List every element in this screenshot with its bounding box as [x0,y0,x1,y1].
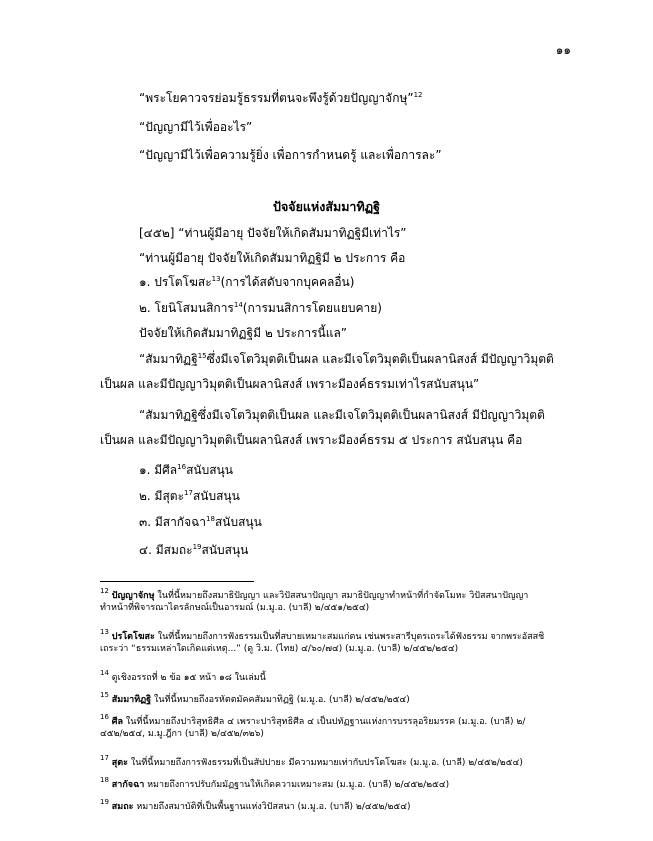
footnote: $^{19}$ สมถะ หมายถึงสมาบัติที่เป็นพื้นฐานแห่งวิปัสสนา (ม.มู.อ. (บาลี) ๒/๔๕๒/๒๕๔) [100,798,411,812]
list-item: ๓. มีสากัจฉา$^{18}$สนับสนุน [139,515,262,529]
footnote-ref: 12 [413,91,423,99]
body-line: “ท่านผู้มีอายุ ปัจจัยให้เกิดสัมมาทิฏฐิมี ๒ ประการ คือ [139,251,406,265]
body-line: เป็นผล และมีปัญญาวิมุตติเป็นผลานิสงส์ เพราะมีองค์ธรรมเท่าไรสนับสนุน” [100,377,480,391]
footnote: $^{14}$ ดูเชิงอรรถที่ ๒ ข้อ ๑๕ หน้า ๑๘ ในเล่มนี้ [100,669,266,683]
page-number: ๑๑ [555,43,571,57]
quote-line: “ปัญญามีไว้เพื่ออะไร” [139,120,253,134]
list-item: ๑. มีศีล$^{16}$สนับสนุน [139,463,233,477]
body-line: ปัจจัยให้เกิดสัมมาทิฏฐิมี ๒ ประการนี้แล” [139,326,348,340]
footnote-ref: 18 [206,515,215,523]
quote-line: “ปัญญามีไว้เพื่อความรู้ยิ่ง เพื่อการกำหนดรู้ และเพื่อการละ” [139,148,442,162]
footnote-ref: 17 [184,489,193,497]
numbered-item: ๑. ปรโตโฆสะ$^{13}$(การได้สดับจากบุคคลอื่น) [139,275,355,289]
footnote-ref: 16 [177,463,187,471]
footnote: $^{12}$ ปัญญาจักษุ ในที่นี้หมายถึงสมาธิปัญญา และวิปัสสนาปัญญา สมาธิปัญญาทำหน้าที่กำจัดโมหะ วิปัสสนาปัญญา ทำหน้าที่พิจารณาไตรลักษณ์เป็นอารมณ์ (ม.มู.อ. (บาลี) ๒/๔๕๑/๒๕๔) [100,587,529,613]
body-line: “สัมมาทิฏฐิ$^{15}$ซึ่งมีเจโตวิมุตติเป็นผล และมีเจโตวิมุตติเป็นผลานิสงส์ มีปัญญาวิมุตติ [139,352,554,366]
footnote-ref: 13 [211,275,221,283]
numbered-item: ๒. โยนิโสมนสิการ$^{14}$(การมนสิการโดยแยบคาย) [139,301,382,315]
body-line: [๔๕๒] “ท่านผู้มีอายุ ปัจจัยให้เกิดสัมมาทิฏฐิมีเท่าไร” [139,226,407,240]
body-line: “สัมมาทิฏฐิซึ่งมีเจโตวิมุตติเป็นผล และมีเจโตวิมุตติเป็นผลานิสงส์ มีปัญญาวิมุตติ [139,408,545,422]
footnote-divider [100,581,254,582]
list-item: ๔. มีสมถะ$^{19}$สนับสนุน [139,543,249,557]
footnote: $^{17}$ สุตะ ในที่นี้หมายถึงการฟังธรรมที่เป็นสัปปายะ มีความหมายเท่ากับปรโตโฆสะ (ม.มู.อ. (บาลี) ๒/๔๕๒/๒๕๔) [100,754,523,768]
quote-line: “พระโยคาวจรย่อมรู้ธรรมที่ตนจะพึงรู้ด้วยปัญญาจักษุ”$^{12}$ [139,91,423,105]
footnote: $^{18}$ สากัจฉา หมายถึงการปรับกัมมัฏฐานให้เกิดความเหมาะสม (ม.มู.อ. (บาลี) ๒/๔๕๒/๒๕๔) [100,776,450,790]
footnote-ref: 15 [197,352,207,360]
footnote-ref: 14 [233,301,243,309]
footnote: $^{13}$ ปรโตโฆสะ ในที่นี้หมายถึงการฟังธรรมเป็นที่สบายเหมาะสมแก่ตน เช่นพระสารีบุตรเถระได้ฟังธรรม จากพระอัสสชิ เถระว่า “ธรรมเหล่าใดเกิดแต่เหตุ...” (ดู วิ.ม. (ไทย) ๔/๖๐/๗๔) (ม.มู.อ. (บาลี) ๒/๔๕๒/๒๕๔) [100,628,545,654]
footnote: $^{16}$ ศีล ในที่นี้หมายถึงปาริสุทธิศีล ๔ เพราะปาริสุทธิศีล ๔ เป็นปทัฏฐานแห่งการบรรลุอริยมรรค (ม.มู.อ. (บาลี) ๒/ ๔๕๒/๒๕๔, ม.มู.ฎีกา (บาลี) ๒/๔๕๒/๓๒๖) [100,713,526,739]
footnote-ref: 19 [192,543,202,551]
body-line: เป็นผล และมีปัญญาวิมุตติเป็นผลานิสงส์ เพราะมีองค์ธรรม ๕ ประการ สนับสนุน คือ [100,433,523,447]
footnote: $^{15}$ สัมมาทิฏฐิ ในที่นี้หมายถึงอรหัตตมัคคสัมมาทิฏฐิ (ม.มู.อ. (บาลี) ๒/๔๕๒/๒๕๔) [100,691,410,705]
section-heading: ปัจจัยแห่งสัมมาทิฏฐิ [273,199,380,214]
list-item: ๒. มีสุตะ$^{17}$สนับสนุน [139,489,240,503]
